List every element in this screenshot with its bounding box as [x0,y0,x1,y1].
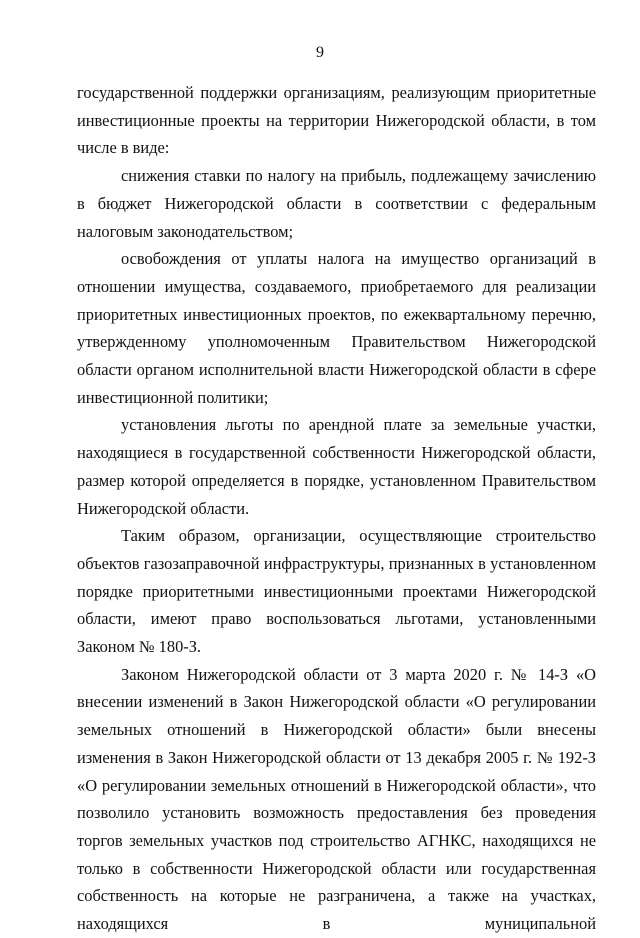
paragraph-conclusion: Таким образом, организации, осуществляющие строительство объектов газозаправочной инфраструктуры, признанных в установленном порядке приоритетными инвестиционными проектами Нижегородской области, имеют право воспользоваться льготами, установленными Законом № 180-З. [77,526,596,657]
paragraph-profit-tax: снижения ставки по налогу на прибыль, подлежащему зачислению в бюджет Нижегородской области в соответствии с федеральным налоговым законодательством; [77,166,596,241]
paragraph-land-rent: установления льготы по арендной плате за земельные участки, находящиеся в государственной собственности Нижегородской области, размер которой определяется в порядке, установленном Правительством Нижегородской области. [77,415,596,518]
document-body [77,79,596,938]
paragraph-law-amendment: Законом Нижегородской области от 3 марта 2020 г. № 14-З «О внесении изменений в Закон Нижегородской области «О регулировании земельных отношений в Нижегородской области» были внесены изменения в Закон Нижегородской области от 13 декабря 2005 г. № 192-З «О регулировании земельных отношений в Нижегородской области», что позволило установить возможность предоставления без проведения торгов земельных участков под строительство АГНКС, находящихся не только в собственности Нижегородской области или государственная собственность на которые не разграничена, а также на участках, находящихся в муниципальной [77,664,596,934]
paragraph-property-tax: освобождения от уплаты налога на имущество организаций в отношении имущества, создаваемого, приобретаемого для реализации приоритетных инвестиционных проектов, по ежеквартальному перечню, утвержденному уполномоченным Правительством Нижегородской области органом исполнительной власти Нижегородской области в сфере инвестиционной политики; [77,249,596,407]
paragraph-continuation: государственной поддержки организациям, реализующим приоритетные инвестиционные проекты на территории Нижегородской области, в том числе в виде: [77,83,596,158]
page-number: 9 [316,44,324,61]
